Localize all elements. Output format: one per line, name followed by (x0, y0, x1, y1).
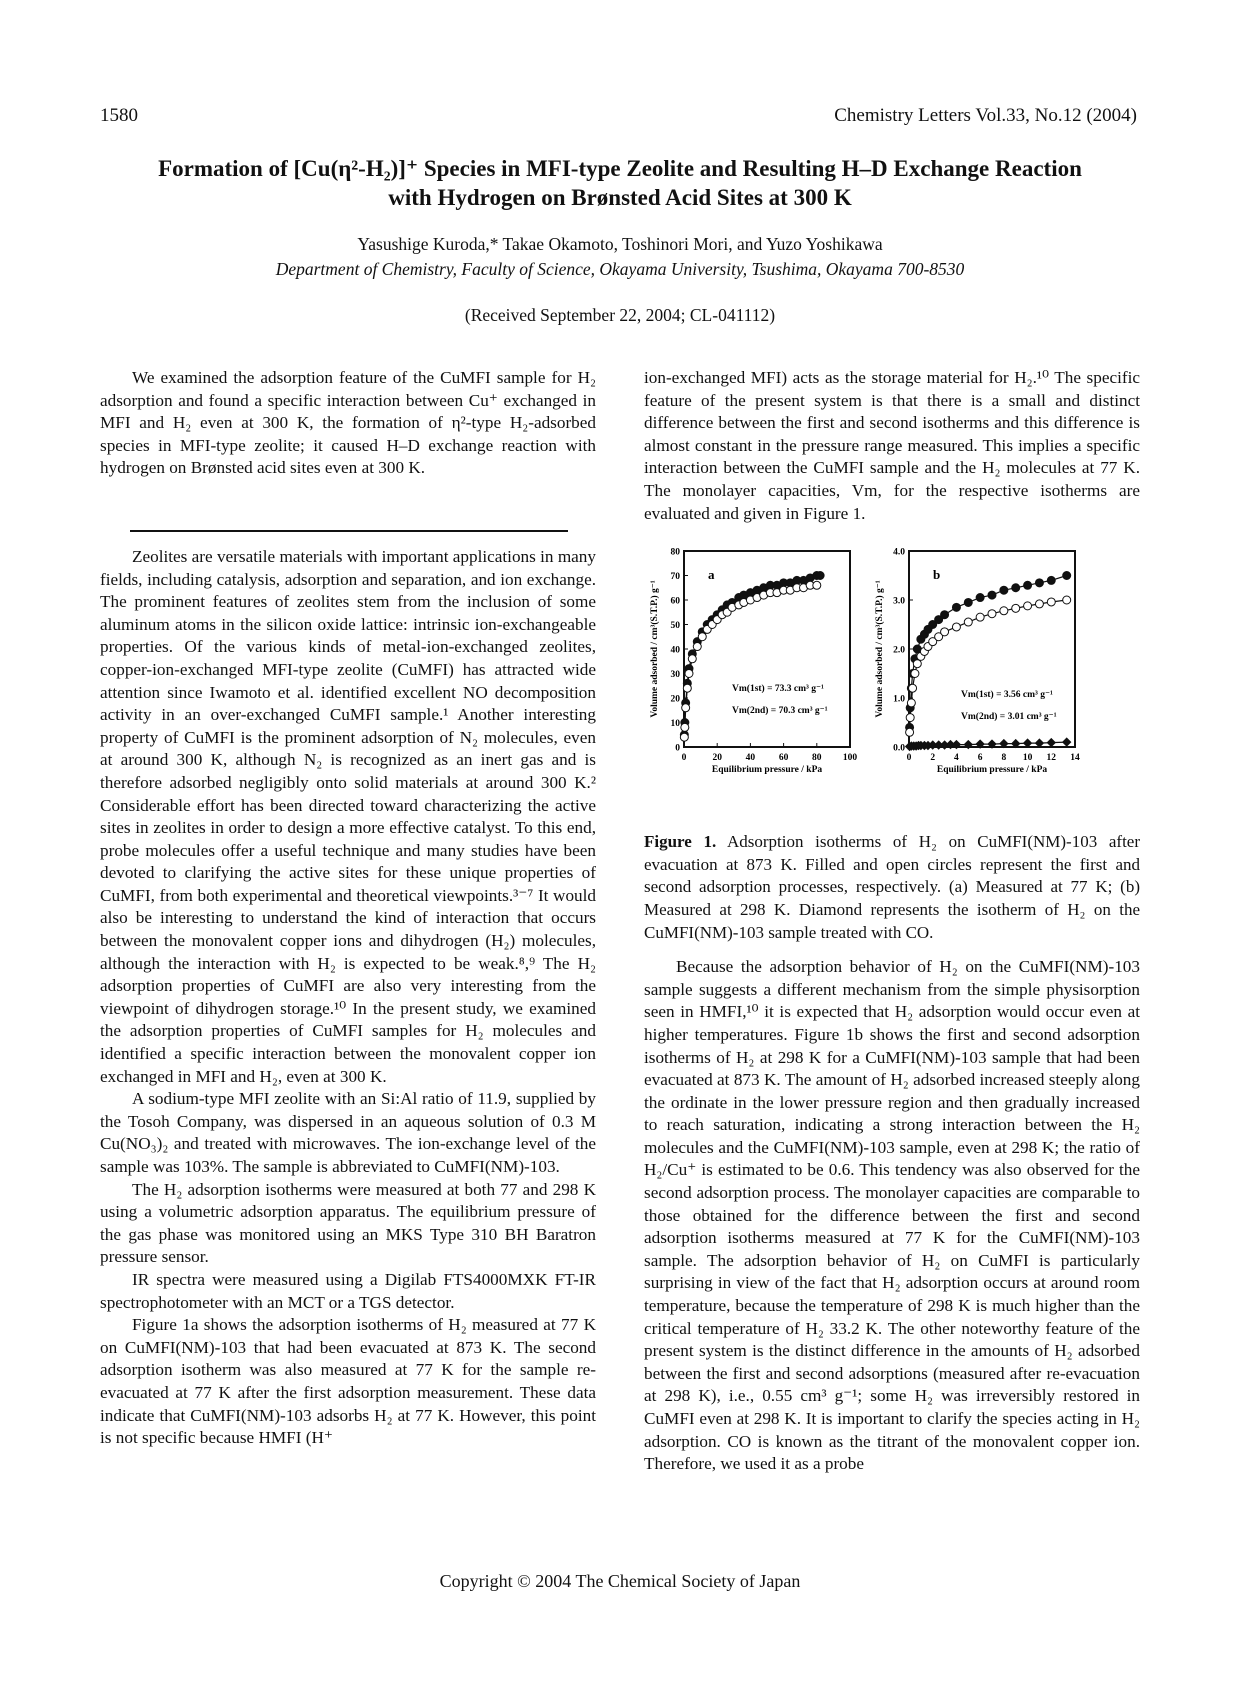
y-axis-label: Volume adsorbed / cm³(S.T.P.) g⁻¹ (875, 580, 885, 718)
data-point-filled (816, 572, 824, 580)
y-tick-label: 40 (670, 645, 680, 656)
data-point-open (907, 699, 915, 707)
data-point-open (913, 660, 921, 668)
figure-1 (644, 541, 1140, 819)
x-tick-label: 12 (1046, 753, 1057, 764)
series-line (910, 576, 1067, 728)
y-tick-label: 80 (670, 547, 680, 558)
y-tick-label: 1.0 (893, 694, 905, 705)
data-point-open (976, 613, 984, 621)
y-tick-label: 4.0 (893, 547, 905, 558)
data-point-filled (964, 599, 972, 607)
x-tick-label: 6 (977, 753, 983, 764)
data-point-open (1012, 604, 1020, 612)
data-point-open (1000, 607, 1008, 615)
data-point-open (683, 684, 691, 692)
x-tick-label: 0 (681, 753, 687, 764)
data-point-filled (1000, 586, 1008, 594)
data-point-filled (976, 594, 984, 602)
x-tick-label: 100 (842, 753, 858, 764)
x-tick-label: 4 (954, 753, 959, 764)
abstract: We examined the adsorption feature of the CuMFI sample for H₂ adsorption and found a specific interaction between Cu⁺ exchanged in MFI and H₂ even at 300 K, the formation of η²-type H₂-adsorbed species in MFI-type zeolite; it caused H–D exchange reaction with hydrogen on Brønsted acid sites even at 300 K. (100, 368, 596, 478)
data-point-diamond (1063, 738, 1071, 746)
data-point-diamond (1035, 739, 1043, 747)
vm-annotation: Vm(1st) = 3.56 cm³ g⁻¹ (961, 690, 1053, 701)
article-title (60, 154, 1180, 212)
x-tick-label: 14 (1070, 753, 1080, 764)
data-point-open (941, 628, 949, 636)
x-tick-label: 8 (1001, 753, 1007, 764)
title-line-2: with Hydrogen on Brønsted Acid Sites at 300 K (388, 185, 852, 210)
x-tick-label: 2 (930, 753, 936, 764)
figure-caption-label: Figure 1. (644, 832, 717, 852)
body-paragraph: Because the adsorption behavior of H₂ on the CuMFI(NM)-103 sample suggests a different mechanism from the simple physisorption seen in HMFI,¹⁰ it is expected that H₂ adsorption would occur even at higher temperatures. Figure 1b shows the first and second adsorption isotherms of H₂ at 298 K for a CuMFI(NM)-103 sample that had been evacuated at 873 K. The amount of H₂ adsorbed increased steeply along the ordinate in the lower pressure region and then gradually increased to reach saturation, indicating a strong interaction between the H₂ molecules and the CuMFI(NM)-103 sample, even at 298 K; the ratio of H₂/Cu⁺ is estimated to be 0.6. This tendency was also observed for the second adsorption process. The monolayer capacities are comparable to those obtained for the difference between the first and second adsorption isotherms measured at 77 K for the CuMFI(NM)-103 sample. The adsorption behavior of H₂ on CuMFI is particularly surprising in view of the fact that H₂ adsorption occurs at around room temperature, because the temperature of 298 K is much higher than the critical temperature of H₂ 33.2 K. The other noteworthy feature of the present system is the distinct difference in the amounts of H₂ adsorbed between the first and second adsorptions (measured after re-evacuation at 298 K), i.e., 0.55 cm³ g⁻¹; some H₂ was irreversibly restored in CuMFI even at 298 K. It is important to clarify the species acting in H₂ adsorption. CO is known as the titrant of the monovalent copper ion. Therefore, we used it as a probe (644, 957, 1140, 1474)
data-point-open (1024, 602, 1032, 610)
x-tick-label: 20 (712, 753, 722, 764)
data-point-open (1035, 600, 1043, 608)
data-point-open (682, 704, 690, 712)
copyright-footer: Copyright © 2004 The Chemical Society of Japan (439, 1571, 801, 1591)
body-paragraph: IR spectra were measured using a Digilab FTS4000MXK FT-IR spectrophotometer with an MCT or a TGS detector. (100, 1269, 596, 1312)
data-point-open (681, 724, 689, 732)
figure-caption-text: Adsorption isotherms of H₂ on CuMFI(NM)-103 after evacuation at 873 K. Filled and open circles represent the first and second adsorption processes, respectively. (a) Measured at 77 K; (b) Measured at 298 K. Diamond represents the isotherm of H₂ on the CuMFI(NM)-103 sample treated with CO. (644, 832, 1141, 942)
received-date: (Received September 22, 2004; CL-041112) (464, 305, 776, 325)
body-paragraph: ion-exchanged MFI) acts as the storage material for H₂.¹⁰ The specific feature of the present system is that there is a small and distinct difference between the first and second isotherms and this difference is almost constant in the pressure range measured. This implies a specific interaction between the CuMFI sample and the H₂ molecules at 77 K. The monolayer capacities, Vm, for the respective isotherms are evaluated and given in Figure 1. (644, 368, 1140, 523)
x-axis-label: Equilibrium pressure / kPa (711, 765, 823, 776)
data-point-diamond (1024, 739, 1032, 747)
data-point-filled (1024, 581, 1032, 589)
y-tick-label: 0 (675, 743, 680, 754)
data-point-filled (952, 604, 960, 612)
data-point-open (964, 618, 972, 626)
body-paragraph: Figure 1a shows the adsorption isotherms of H₂ measured at 77 K on CuMFI(NM)-103 that had been evacuated at 873 K. The second adsorption isotherm was also measured at 77 K for the sample re-evacuated at 77 K after the first adsorption measurement. These data indicate that CuMFI(NM)-103 adsorbs H₂ at 77 K. However, this point is not specific because HMFI (H⁺ (100, 1315, 596, 1448)
body-paragraph: Zeolites are versatile materials with important applications in many fields, including catalysis, adsorption and separation, and ion exchange. The prominent features of zeolites stem from the inclusion of some aluminum atoms in the silicon oxide lattice: intrinsic ion-exchangeable properties. Of the various kinds of metal-ion-exchanged zeolites, copper-ion-exchanged MFI-type zeolite (CuMFI) has attracted wide attention since Iwamoto et al. identified excellent NO decomposition activity in an over-exchanged CuMFI sample.¹ Another interesting property of CuMFI is the prominent adsorption of N₂ molecules, even at around 300 K, although N₂ is recognized as an inert gas and is therefore adsorbed negligibly onto solid materials at around 300 K.² Considerable effort has been directed toward characterizing the active sites in zeolites in order to design a more effective catalyst. To this end, probe molecules offer a useful technique and many studies have been devoted to clarifying the active sites for these unique properties of CuMFI, from both experimental and theoretical viewpoints.³⁻⁷ It would also be interesting to understand the kind of interaction that occurs between the monovalent copper ions and dihydrogen (H₂) molecules, although the interaction with H₂ is expected to be weak.⁸,⁹ The H₂ adsorption properties of CuMFI are also very interesting from the viewpoint of dihydrogen storage.¹⁰ In the present study, we examined the adsorption properties of CuMFI samples for H₂ molecules and identified a specific interaction between the monovalent copper ion exchanged in MFI and H₂, even at 300 K. (100, 546, 596, 1086)
x-tick-label: 0 (906, 753, 912, 764)
data-point-open (680, 733, 688, 741)
y-tick-label: 30 (670, 670, 680, 681)
figure-caption (644, 831, 1140, 944)
data-point-filled (1012, 584, 1020, 592)
body-paragraph: The H₂ adsorption isotherms were measured at both 77 and 298 K using a volumetric adsorption apparatus. The equilibrium pressure of the gas phase was monitored using an MKS Type 310 BH Baratron pressure sensor. (100, 1179, 596, 1267)
data-point-open (688, 655, 696, 663)
data-point-filled (988, 591, 996, 599)
vm-annotation: Vm(2nd) = 3.01 cm³ g⁻¹ (961, 712, 1057, 723)
figure-1-chart (644, 541, 1140, 819)
data-point-filled (1063, 572, 1071, 580)
x-tick-label: 40 (745, 753, 756, 764)
x-tick-label: 10 (1022, 753, 1033, 764)
y-tick-label: 10 (670, 719, 680, 730)
vm-annotation: Vm(2nd) = 70.3 cm³ g⁻¹ (732, 706, 828, 717)
x-axis-label: Equilibrium pressure / kPa (936, 765, 1048, 776)
data-point-diamond (1047, 739, 1055, 747)
panel-label: a (708, 567, 715, 583)
title-line-1: Formation of [Cu(η²-H₂)]⁺ Species in MFI-type Zeolite and Resulting H–D Exchange Reaction (158, 156, 1082, 181)
y-tick-label: 0.0 (893, 743, 905, 754)
data-point-open (1063, 596, 1071, 604)
y-tick-label: 2.0 (893, 645, 905, 656)
data-point-open (952, 623, 960, 631)
y-tick-label: 20 (670, 694, 680, 705)
y-axis-label: Volume adsorbed / cm³(S.T.P.) g⁻¹ (650, 580, 660, 718)
data-point-open (693, 643, 701, 651)
panel-label: b (933, 567, 941, 583)
data-point-filled (1047, 577, 1055, 585)
y-tick-label: 70 (670, 572, 680, 583)
journal-header: Chemistry Letters Vol.33, No.12 (2004) (834, 105, 1137, 126)
x-tick-label: 60 (778, 753, 789, 764)
y-tick-label: 60 (670, 596, 680, 607)
right-column (644, 367, 1140, 1476)
data-point-open (906, 714, 914, 722)
abstract-divider (130, 530, 568, 532)
y-tick-label: 3.0 (893, 596, 905, 607)
affiliation: Department of Chemistry, Faculty of Science, Okayama University, Tsushima, Okayama 700-8530 (275, 259, 965, 279)
data-point-filled (1035, 579, 1043, 587)
x-tick-label: 80 (812, 753, 822, 764)
authors: Yasushige Kuroda,* Takae Okamoto, Toshinori Mori, and Yuzo Yoshikawa (357, 234, 883, 254)
data-point-open (813, 581, 821, 589)
data-point-open (988, 610, 996, 618)
data-point-open (698, 633, 706, 641)
page-number: 1580 (100, 105, 138, 126)
data-point-open (911, 670, 919, 678)
data-point-open (1047, 598, 1055, 606)
body-paragraph: A sodium-type MFI zeolite with an Si:Al ratio of 11.9, supplied by the Tosoh Company, was dispersed in an aqueous solution of 0.3 M Cu(NO₃)₂ and treated with microwaves. The ion-exchange level of the sample was 103%. The sample is abbreviated to CuMFI(NM)-103. (100, 1089, 596, 1176)
data-point-open (685, 670, 693, 678)
data-point-filled (941, 611, 949, 619)
y-tick-label: 50 (670, 621, 680, 632)
data-point-open (909, 684, 917, 692)
vm-annotation: Vm(1st) = 73.3 cm³ g⁻¹ (732, 684, 824, 695)
data-point-open (906, 728, 914, 736)
